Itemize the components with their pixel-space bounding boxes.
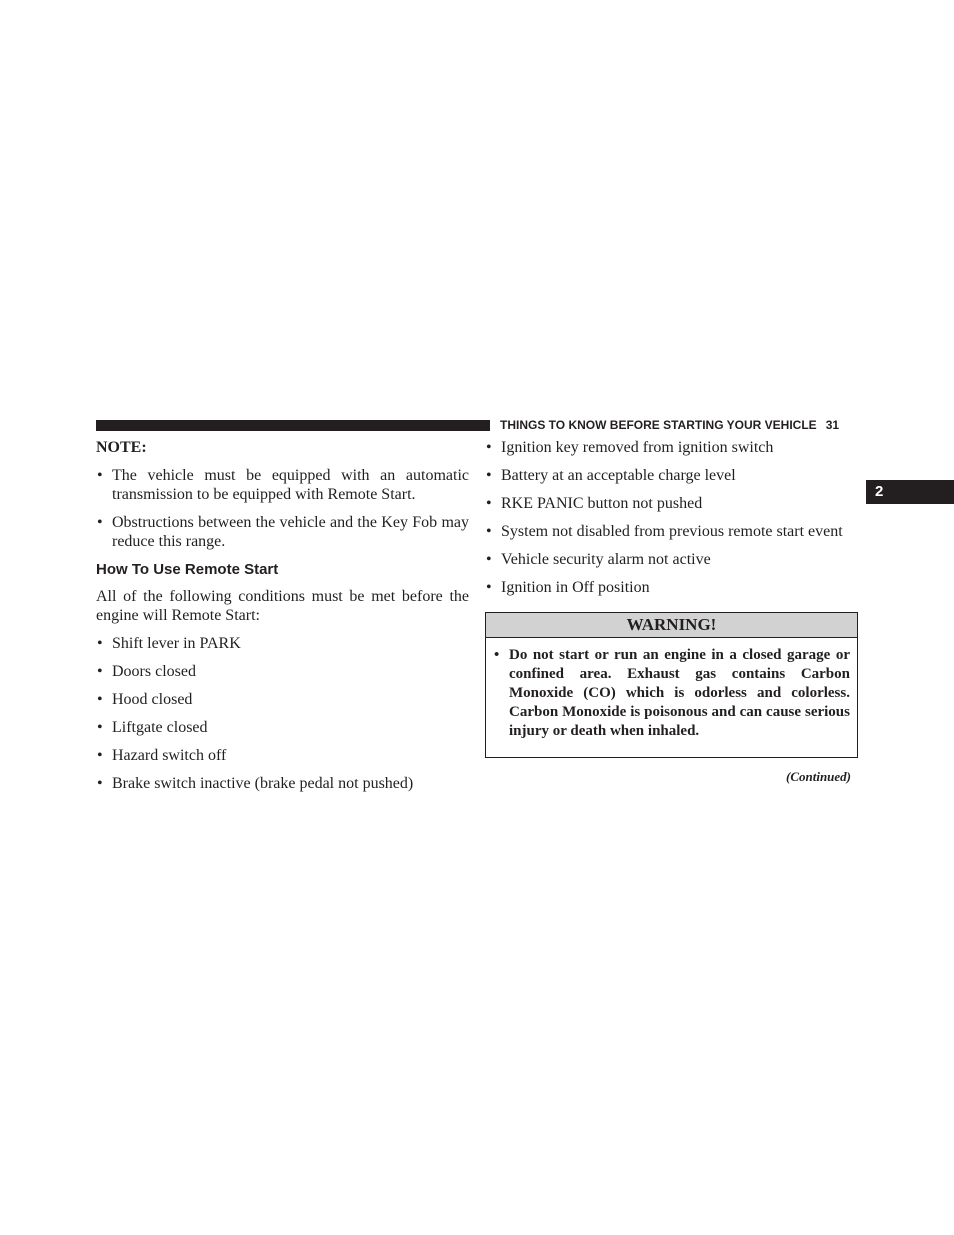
note-list <box>96 466 469 551</box>
section-title: THINGS TO KNOW BEFORE STARTING YOUR VEHICLE <box>500 418 817 432</box>
note-item: • Obstructions between the vehicle and the Key Fob may reduce this range. <box>96 513 469 551</box>
chapter-tab: 2 <box>866 480 954 504</box>
condition-item: • Ignition key removed from ignition switch <box>485 438 858 457</box>
running-header <box>500 417 858 433</box>
section-heading: How To Use Remote Start <box>96 561 279 578</box>
right-column <box>485 438 858 786</box>
condition-item: • Hood closed <box>96 690 469 709</box>
condition-item: • Vehicle security alarm not active <box>485 550 858 569</box>
note-item: • The vehicle must be equipped with an automatic transmission to be equipped with Remote Start. <box>96 466 469 504</box>
condition-item: • Liftgate closed <box>96 718 469 737</box>
condition-item: • RKE PANIC button not pushed <box>485 494 858 513</box>
continued-label: (Continued) <box>785 769 851 784</box>
left-column <box>96 438 469 802</box>
note-label: NOTE: <box>96 439 147 456</box>
warning-item: • Do not start or run an engine in a closed garage or confined area. Exhaust gas contains Carbon Monoxide (CO) which is odorless and colorless. Carbon Monoxide is poisonous and can cause serious injury or death when inhaled. <box>493 646 850 741</box>
condition-item: • Hazard switch off <box>96 746 469 765</box>
condition-list-continued <box>485 438 858 597</box>
warning-box <box>485 612 858 758</box>
page-number: 31 <box>825 418 840 432</box>
warning-title: WARNING! <box>486 613 857 638</box>
condition-item: • Brake switch inactive (brake pedal not pushed) <box>96 774 469 793</box>
warning-list <box>493 646 850 741</box>
intro-paragraph: All of the following conditions must be met before the engine will Remote Start: <box>96 588 469 624</box>
condition-item: • Shift lever in PARK <box>96 634 469 653</box>
condition-item: • Doors closed <box>96 662 469 681</box>
condition-item: • System not disabled from previous remote start event <box>485 522 858 541</box>
condition-list <box>96 634 469 793</box>
warning-body <box>486 638 857 757</box>
condition-item: • Battery at an acceptable charge level <box>485 466 858 485</box>
condition-item: • Ignition in Off position <box>485 578 858 597</box>
header-rule <box>96 420 490 431</box>
